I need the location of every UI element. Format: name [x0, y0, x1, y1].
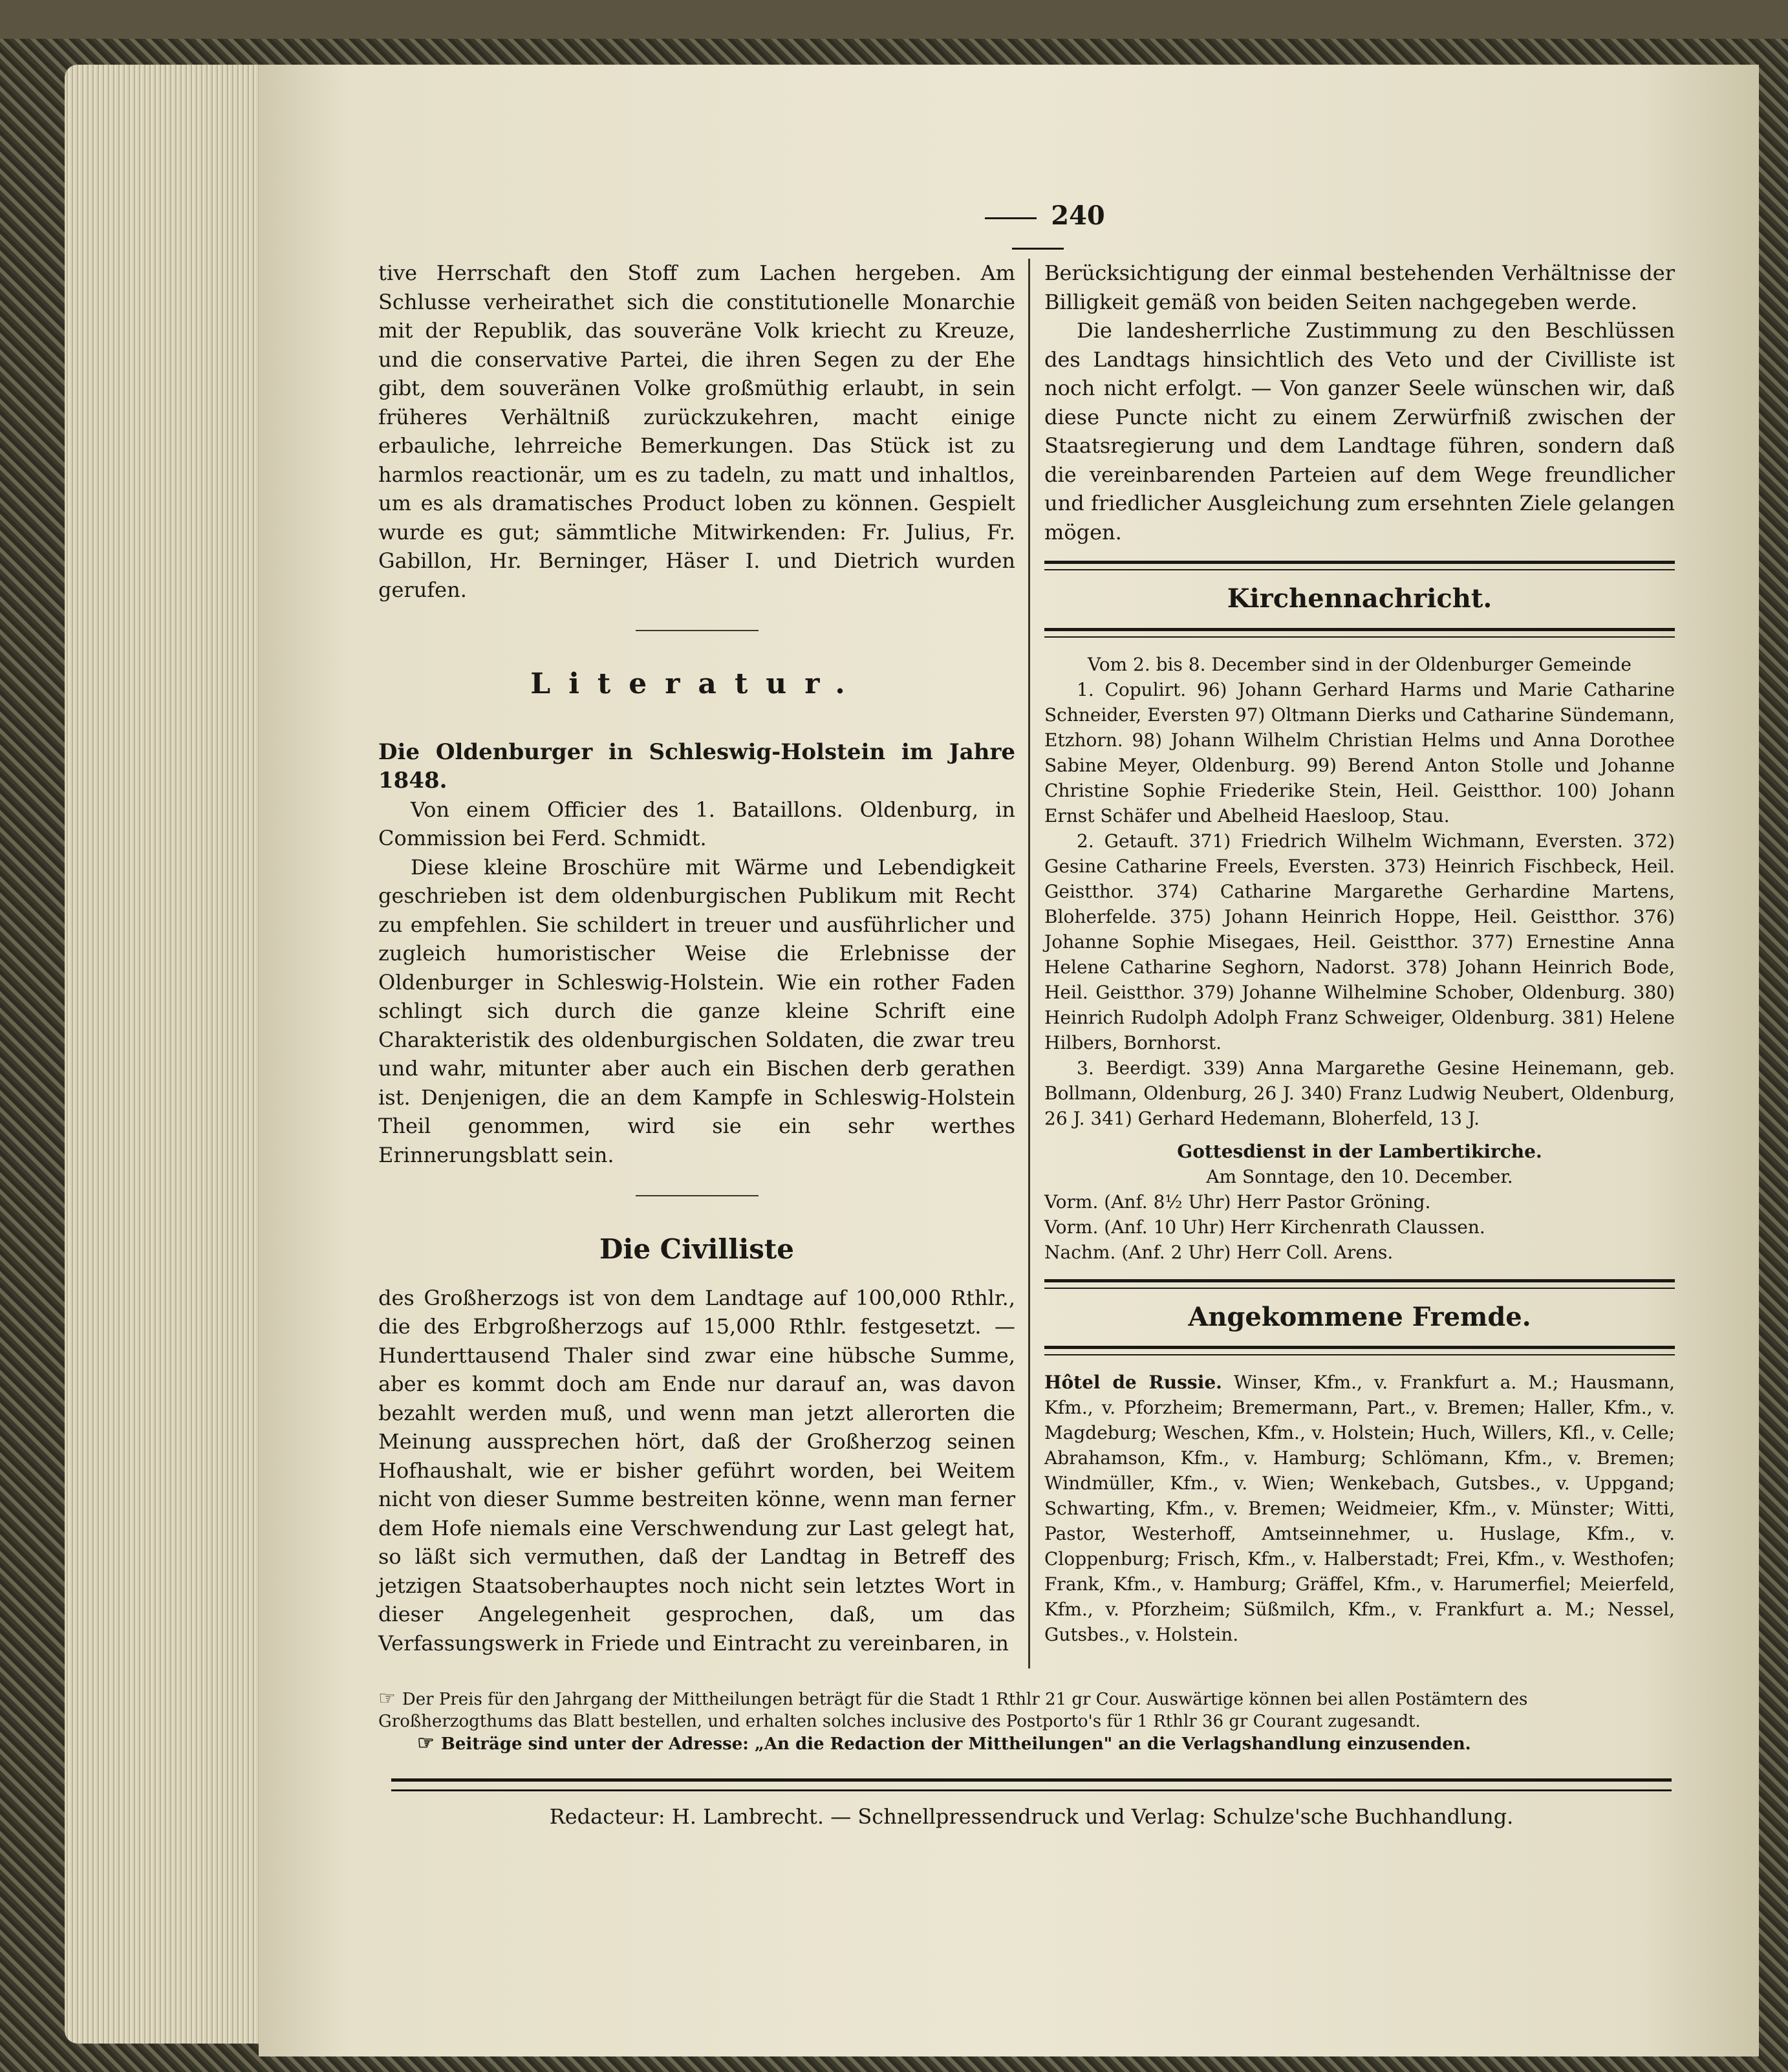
theater-review-end: tive Herrschaft den Stoff zum Lachen hergeben. Am Schlusse verheirathet sich die constitutionelle Monarchie mit der Republik, das souveräne Volk kriecht zu Kreuze, und die conservative Partei, die ihren Segen zu der Ehe gibt, dem souveränen Volke großmüthig erlaubt, in sein früheres Verhältniß zurückzukehren, macht einige erbauliche, lehrreiche Bemerkungen. Das Stück ist zu harmlos reactionär, um es zu tadeln, zu matt und inhaltlos, um es als dramatisches Product loben zu können. Gespielt wurde es gut; sämmtliche Mitwirkenden: Fr. Julius, Fr. Gabillon, Hr. Berninger, Häser I. und Dietrich wurden gerufen.: [378, 261, 1015, 602]
newspaper-page: [259, 65, 1759, 2056]
gottesdienst-entry: Vorm. (Anf. 8½ Uhr) Herr Pastor Gröning.: [1044, 1191, 1431, 1213]
section-rule: [1044, 1279, 1675, 1289]
contribution-note: Beiträge sind unter der Adresse: „An die Redaction der Mittheilungen" an die Verlagshandlung einzusenden.: [440, 1734, 1471, 1754]
gottesdienst-date: Am Sonntage, den 10. December.: [1206, 1165, 1513, 1187]
civilliste-heading: Die Civilliste: [599, 1233, 795, 1265]
section-rule: [1044, 628, 1675, 638]
kirchen-heading: Kirchennachricht.: [1227, 583, 1492, 614]
imprint: Redacteur: H. Lambrecht. — Schnellpressendruck und Verlag: Schulze'sche Buchhandlung.: [549, 1804, 1514, 1829]
right-column: [1044, 259, 1675, 1647]
hotel-guests-paragraph: [1044, 1370, 1675, 1647]
gottesdienst-heading: Gottesdienst in der Lambertikirche.: [1177, 1140, 1542, 1162]
kirchen-beerdigt: 3. Beerdigt. 339) Anna Margarethe Gesine Heinemann, geb. Bollmann, Oldenburg, 26 J. 340) Franz Ludwig Neubert, Oldenburg, 26 J. 341) Gerhard Hedemann, Bloherfeld, 13 J.: [1044, 1057, 1675, 1129]
pointing-hand-icon: ☞: [378, 1687, 396, 1710]
section-divider: [636, 1195, 759, 1196]
literatur-heading: Literatur.: [530, 667, 863, 700]
book-title: Die Oldenburger in Schleswig-Holstein im Jahre 1848.: [378, 739, 1015, 793]
book-review: Diese kleine Broschüre mit Wärme und Lebendigkeit geschrieben ist dem oldenburgischen Publikum mit Recht zu empfehlen. Sie schildert in treuer und ausführlicher und zugleich humoristischer Weise die Erlebnisse der Oldenburger in Schleswig-Holstein. Wie ein rother Faden schlingt sich durch die ganze kleine Schrift eine Charakteristik des oldenburgischen Soldaten, die zwar treu und wahr, mitunter aber auch ein Bischen derb gerathen ist. Denjenigen, die an dem Kampfe in Schleswig-Holstein Theil genommen, wird sie ein sehr werthes Erinnerungsblatt sein.: [378, 854, 1015, 1167]
subscription-note: [378, 1688, 1685, 1755]
civilliste-text: des Großherzogs ist von dem Landtage auf 100,000 Rthlr., die des Erbgroßherzogs auf 15,000 Rthlr. festgesetzt. — Hunderttausend Thaler sind zwar eine hübsche Summe, aber es kommt doch am Ende nur darauf an, was davon bezahlt werden muß, und wenn man jetzt allerorten die Meinung aussprechen hört, daß der Großherzog seinen Hofhaushalt, wie er bisher geführt worden, bei Weitem nicht von dieser Summe bestreiten könne, wenn man ferner dem Hofe niemals eine Verschwendung zur Last gelegt hat, so läßt sich vermuthen, daß der Landtag in Betreff des jetzigen Staatsoberhauptes noch nicht sein letztes Wort in dieser Angelegenheit gesprochen, daß, um das Verfassungswerk in Friede und Eintracht zu vereinbaren, in: [378, 1285, 1015, 1656]
section-divider: [636, 630, 759, 631]
book-meta: Von einem Officier des 1. Bataillons. Oldenburg, in Commission bei Ferd. Schmidt.: [378, 797, 1015, 850]
section-rule: [1044, 1346, 1675, 1355]
fremde-heading: Angekommene Fremde.: [1188, 1301, 1531, 1332]
kirchen-getauft: 2. Getauft. 371) Friedrich Wilhelm Wichmann, Eversten. 372) Gesine Catharine Freels, Eversten. 373) Heinrich Fischbeck, Heil. Geistthor. 374) Catharine Margarethe Gerhardine Martens, Bloherfelde. 375) Johann Heinrich Hoppe, Heil. Geistthor. 376) Johanne Sophie Misegaes, Heil. Geistthor. 377) Ernestine Anna Helene Catharine Seghorn, Nadorst. 378) Johann Heinrich Bode, Heil. Geistthor. 379) Johanne Wilhelmine Schober, Oldenburg. 380) Heinrich Rudolph Adolph Franz Schweiger, Oldenburg. 381) Helene Hilbers, Bornhorst.: [1044, 830, 1675, 1053]
page-number: 240: [957, 200, 1119, 261]
price-note: Der Preis für den Jahrgang der Mittheilungen beträgt für die Stadt 1 Rthlr 21 gr Cour. Auswärtige können bei allen Postämtern des Großherzogthums das Blatt bestellen, und erhalten solches inclusive des Postporto's für 1 Rthlr 36 gr Courant zugesandt.: [378, 1690, 1528, 1731]
page-edges: [65, 65, 272, 2044]
kirchen-intro: Vom 2. bis 8. December sind in der Oldenburger Gemeinde: [1088, 653, 1632, 675]
landtag-paragraph: Die landesherrliche Zustimmung zu den Beschlüssen des Landtags hinsichtlich des Veto und der Civilliste ist noch nicht erfolgt. — Von ganzer Seele wünschen wir, daß diese Puncte nicht zu einem Zerwürfniß zwischen der Staatsregierung und dem Landtage führen, sondern daß die vereinbarenden Parteien auf dem Wege freundlicher und friedlicher Ausgleichung zum ersehnten Ziele gelangen mögen.: [1044, 318, 1675, 545]
civilliste-continuation: Berücksichtigung der einmal bestehenden Verhältnisse der Billigkeit gemäß von beiden Seiten nachgegeben werde.: [1044, 261, 1675, 314]
hotel-name: Hôtel de Russie.: [1044, 1372, 1222, 1393]
pointing-hand-icon: ☞: [417, 1732, 435, 1754]
hotel-guests: Winser, Kfm., v. Frankfurt a. M.; Hausmann, Kfm., v. Pforzheim; Bremermann, Part., v. Bremen; Haller, Kfm., v. Magdeburg; Weschen, Kfm., v. Holstein; Huch, Willers, Kfl., v. Celle; Abrahamson, Kfm., v. Hamburg; Schlömann, Kfm., v. Bremen; Windmüller, Kfm., v. Wien; Wenkebach, Gutsbes., v. Uppgand; Schwarting, Kfm., v. Bremen; Weidmeier, Kfm., v. Münster; Witti, Pastor, Westerhoff, Amtseinnehmer, u. Huslage, Kfm., v. Cloppenburg; Frisch, Kfm., v. Halberstadt; Frei, Kfm., v. Westhofen; Frank, Kfm., v. Hamburg; Gräffel, Kfm., v. Harumerfiel; Meierfeld, Kfm., v. Pforzheim; Süßmilch, Kfm., v. Frankfurt a. M.; Nessel, Gutsbes., v. Holstein.: [1044, 1372, 1675, 1645]
column-divider: [1028, 259, 1030, 1668]
gottesdienst-entry: Nachm. (Anf. 2 Uhr) Herr Coll. Arens.: [1044, 1241, 1394, 1263]
left-column: [378, 259, 1015, 1657]
gottesdienst-entry: Vorm. (Anf. 10 Uhr) Herr Kirchenrath Claussen.: [1044, 1216, 1485, 1238]
footer-rule: [391, 1778, 1672, 1791]
kirchen-copulirt: 1. Copulirt. 96) Johann Gerhard Harms und Marie Catharine Schneider, Eversten 97) Oltmann Dierks und Catharine Sündemann, Etzhorn. 98) Johann Wilhelm Christian Helms und Anna Dorothee Sabine Meyer, Oldenburg. 99) Berend Anton Stolle und Johanne Christine Sophie Friederike Stein, Heil. Geistthor. 100) Johann Ernst Schäfer und Abelheid Haesloop, Stau.: [1044, 678, 1675, 826]
section-rule: [1044, 561, 1675, 570]
